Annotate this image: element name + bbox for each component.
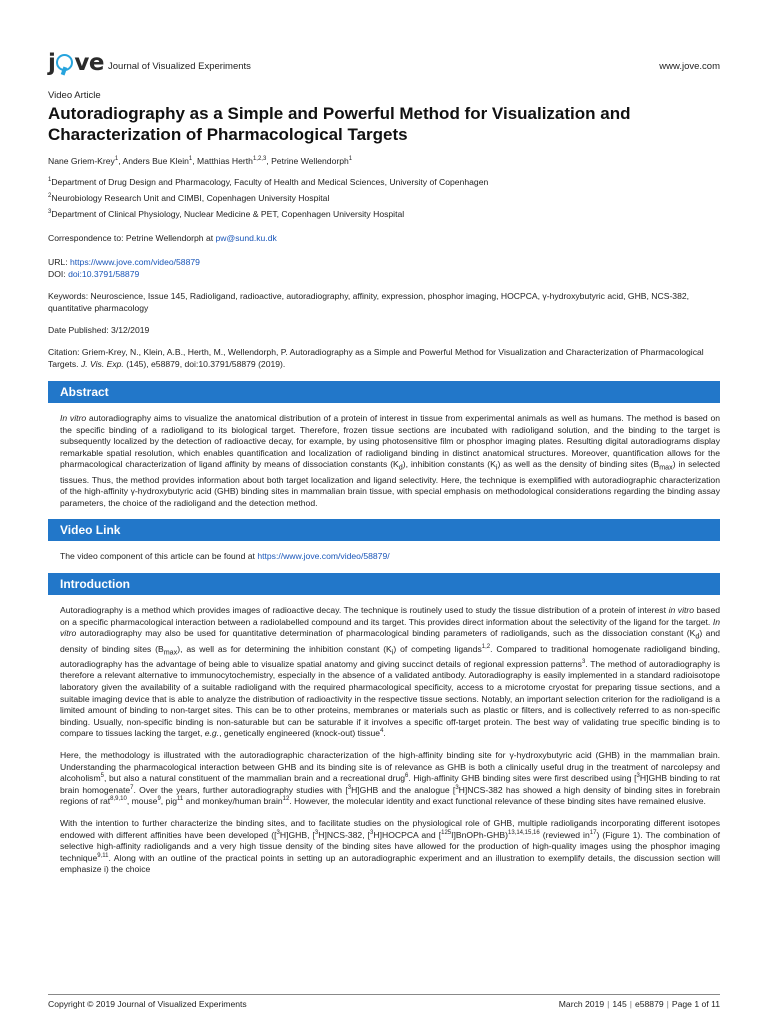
page-number: Page 1 of 11 — [671, 999, 720, 1009]
affiliation: $^1$Department of Drug Design and Pharmacology, Faculty of Health and Medical Sciences, University of Copenhagen — [48, 177, 489, 187]
jove-logo[interactable]: j ve — [48, 50, 104, 76]
citation: Citation: Griem-Krey, N., Klein, A.B., Herth, M., Wellendorph, P. Autoradiography as a Simple and Powerful Method for Visualization and Characterization of Pharmacological Targets. J. Vis. Exp. (145), e58879, doi:10.3791/58879 (2019). — [48, 347, 704, 369]
article-url: URL: https://www.jove.com/video/58879 — [48, 257, 200, 267]
intro-paragraph-1: Autoradiography is a method which provides images of radioactive decay. The technique is routinely used to study the tissue distribution of a protein of interest in vitro based on a specific pharmacological interaction between a radiolabelled compound and its target. This provides direct information about the selectivity of the ligand for the target. In vitro autoradiography may also be used for quantitative determination of pharmacological binding parameters of radioligands, such as the dissociation constant $(K_d)$ and density of binding sites $(B_{max})$, as well as for determining the inhibition constant $(K_i)$ of competing ligands$^{1,2}$. Compared to traditional homogenate radioligand binding, autoradiography has the advantage of being able to visualize spatial anatomy and giving succinct details of regional expression patterns$^3$. The method of autoradiography is therefore a relevant alternative to immunocytochemistry, especially in the absence of a validated antibody. Autoradiography is easily implemented in a standard radioisotope laboratory given the availability of a suitable radioligand with the required pharmacological specificity, access to a microtome cryostat for preparing tissue sections, and a suitable imaging device that is able to analyze the distribution of radioactivity in the respective tissue sections. Notably, an important selection criterion for the radioligand is a limited amount of binding to non-target sites. This can be to other proteins, membranes or materials such as plastic or filters, and is collectively referred to as non-specific binding. Usually, non-specific binding is non-saturable but can be saturable if it involves a specific off-target protein. The best way of validating true specific binding is to compare to tissues lacking the target, e.g., genetically engineered (knock-out) tissue$^4$. — [60, 605, 721, 739]
correspondence-email-link[interactable]: pw@sund.ku.dk — [215, 233, 277, 243]
intro-paragraph-3: With the intention to further characterize the binding sites, and to facilitate studies on the physiological role of GHB, multiple radioligands incorporating different isotopes endowed with different affinities have been developed ([$^3$H]GHB, [$^3$H]NCS-382, [$^3$H]HOCPCA and [$^{125}$I]BnOPh-GHB)$^{13,14,15,16}$ (reviewed $in^{17}$) (Figure 1). The combination of selective high-affinity radioligands and a very high tissue density of the binding sites have allowed for the production of high-quality images using the phosphor imaging technique$^{9,11}$. Along with an outline of the practical points in setting up an autoradiographic experiment and an illustration to exemplify details, the discussion section will emphasize i) the choice — [60, 818, 721, 875]
introduction-heading: Introduction — [48, 573, 720, 595]
date-published: Date Published: 3/12/2019 — [48, 325, 150, 335]
intro-paragraph-2: Here, the methodology is illustrated with the autoradiographic characterization of the high-affinity binding site for γ-hydroxybutyric acid (GHB) in the mammalian brain. Understanding the pharmacological interaction between GHB and its binding site is of relevance as GHB is both a clinically useful drug in the treatment of narcolepsy and alcoholism$^5$, but also a natural constituent of the mammalian brain and a recreational drug$^6$. High-affinity GHB binding sites were first described using [$^3$H]GHB binding to rat brain homogenate$^7$. Over the years, further autoradiography studies with [$^3$H]GHB and the analogue [$^3$H]NCS-382 has showed a high density of binding sites in forebrain regions of rat$^{8,9,10}$, mouse$^9$, pig$^{11}$ and monkey/human brain$^{12}$. However, the molecular identity and exact functional relevance of these binding sites have remained elusive. — [60, 750, 721, 807]
jove-logo-mark-icon — [56, 54, 73, 71]
website-link[interactable]: www.jove.com — [659, 61, 720, 72]
video-link-text: The video component of this article can be found at https://www.jove.com/video/58879/ — [60, 551, 390, 562]
author-name: Matthias Herth — [197, 156, 253, 166]
journal-name: Journal of Visualized Experiments — [108, 61, 251, 72]
footer-issue-info: March 2019 | 145 | e58879 | Page 1 of 11 — [558, 999, 720, 1009]
page-header — [48, 50, 720, 78]
article-type: Video Article — [48, 90, 101, 101]
author-list: Nane Griem-Krey$^1$, Anders Bue Klein$^1$, Matthias Herth$^{1,2,3}$, Petrine Wellendorph$^1$ — [48, 156, 353, 166]
article-doi: DOI: doi:10.3791/58879 — [48, 269, 140, 279]
author-name: Petrine Wellendorph — [271, 156, 349, 166]
affiliation: $^2$Neurobiology Research Unit and CIMBI, Copenhagen University Hospital — [48, 193, 330, 203]
article-title: Autoradiography as a Simple and Powerful Method for Visualization and Characterization of Pharmacological Targets — [48, 104, 631, 144]
copyright: Copyright © 2019 Journal of Visualized Experiments — [48, 999, 247, 1009]
doi-link[interactable]: doi:10.3791/58879 — [68, 269, 140, 279]
abstract-heading: Abstract — [48, 381, 720, 403]
abstract-text: In vitro autoradiography aims to visualize the anatomical distribution of a protein of interest in tissue from experimental animals as well as humans. The method is based on the specific binding of a radioligand to its biological target. Therefore, frozen tissue sections are incubated with radioligand solution, and the binding to the target is subsequently localized by the detection of radioactive decay, for example, by using photosensitive film or phosphor imaging plates. Resulting digital autoradiograms display remarkable spatial resolution, which enables quantification and localization of radioligand binding in distinct anatomical structures. Moreover, quantification allows for the pharmacological characterization of ligand affinity by means of dissociation constants $(K_d)$, inhibition constants $(K_i)$ as well as the density of binding sites $(B_{max})$ in selected tissues. Thus, the method provides information about both target localization and ligand selectivity. Here, the technique is exemplified with autoradiographic characterization of the high-affinity γ-hydroxybutyric acid (GHB) binding sites in mammalian brain tissue, with special emphasis on methodological considerations regarding the binding assay parameters, the choice of the radioligand and the detection method. — [60, 413, 721, 508]
keywords: Keywords: Neuroscience, Issue 145, Radioligand, radioactive, autoradiography, affinity, expression, phosphor imaging, HOCPCA, γ-hydroxybutyric acid, GHB, NCS-382, quantitative pharmacology — [48, 291, 690, 313]
affiliation: $^3$Department of Clinical Physiology, Nuclear Medicine & PET, Copenhagen University Hospital — [48, 209, 405, 219]
video-link-heading: Video Link — [48, 519, 720, 541]
author-name: Anders Bue Klein — [122, 156, 189, 166]
video-url-link[interactable]: https://www.jove.com/video/58879/ — [257, 551, 390, 562]
article-content — [48, 90, 720, 886]
page-footer — [48, 994, 720, 1009]
correspondence: Correspondence to: Petrine Wellendorph at pw@sund.ku.dk — [48, 233, 277, 243]
author-name: Nane Griem-Krey — [48, 156, 115, 166]
article-url-link[interactable]: https://www.jove.com/video/58879 — [69, 257, 200, 267]
